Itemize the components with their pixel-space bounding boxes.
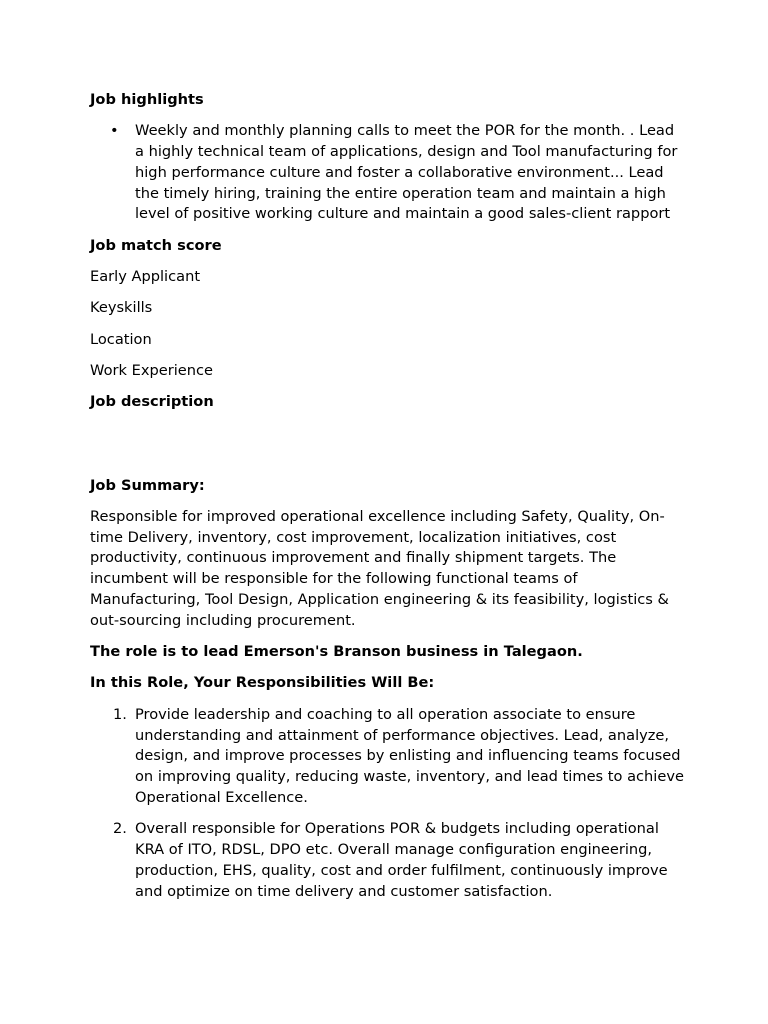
job-summary-text: Responsible for improved operational excellence including Safety, Quality, On-time Delivery, inventory, cost improvement, localization initiatives, cost productivity, continuous improvement and finally shipment targets. The incumbent will be responsible for the following functional teams of Manufacturing, Tool Design, Application engineering & its feasibility, logistics & out-sourcing including procurement. bbox=[90, 507, 669, 629]
list-number: 1. bbox=[113, 705, 127, 723]
match-item-work-experience: Work Experience bbox=[90, 361, 213, 379]
responsibility-text: Provide leadership and coaching to all operation associate to ensure understanding and attainment of performance objectives. Lead, analyze, design, and improve processes by enlisting and influencing teams focused on improving quality, reducing waste, inventory, and lead times to achieve Operational Excellence. bbox=[135, 705, 684, 806]
role-statement: The role is to lead Emerson's Branson business in Talegaon. bbox=[90, 643, 583, 661]
list-number: 2. bbox=[113, 820, 127, 838]
job-summary-heading: Job Summary: bbox=[90, 476, 205, 494]
job-description-heading: Job description bbox=[90, 393, 214, 411]
highlight-text: Weekly and monthly planning calls to meet the POR for the month. . Lead a highly technical team of applications, design and Tool manufacturing for high performance culture and foster a collaborative environment... Lead the timely hiring, training the entire operation team and maintain a high level of positive working culture and maintain a good sales-client rapport bbox=[135, 122, 678, 223]
match-item-location: Location bbox=[90, 330, 152, 348]
match-item-early-applicant: Early Applicant bbox=[90, 268, 201, 286]
list-item bbox=[90, 705, 685, 809]
blank-spacer bbox=[90, 424, 685, 476]
job-highlights-list bbox=[90, 121, 685, 225]
list-item bbox=[90, 819, 685, 902]
list-item bbox=[90, 121, 685, 225]
job-match-score-heading: Job match score bbox=[90, 236, 222, 254]
responsibilities-list bbox=[90, 705, 685, 903]
responsibility-text: Overall responsible for Operations POR & budgets including operational KRA of ITO, RDSL, DPO etc. Overall manage configuration engineering, production, EHS, quality, cost and order fulfilment, continuously improve and optimize on time delivery and customer satisfaction. bbox=[135, 820, 668, 900]
match-item-keyskills: Keyskills bbox=[90, 299, 153, 317]
responsibilities-heading: In this Role, Your Responsibilities Will Be: bbox=[90, 674, 435, 692]
job-highlights-heading: Job highlights bbox=[90, 91, 204, 108]
document-page bbox=[90, 90, 685, 913]
bullet-icon: • bbox=[110, 122, 119, 140]
